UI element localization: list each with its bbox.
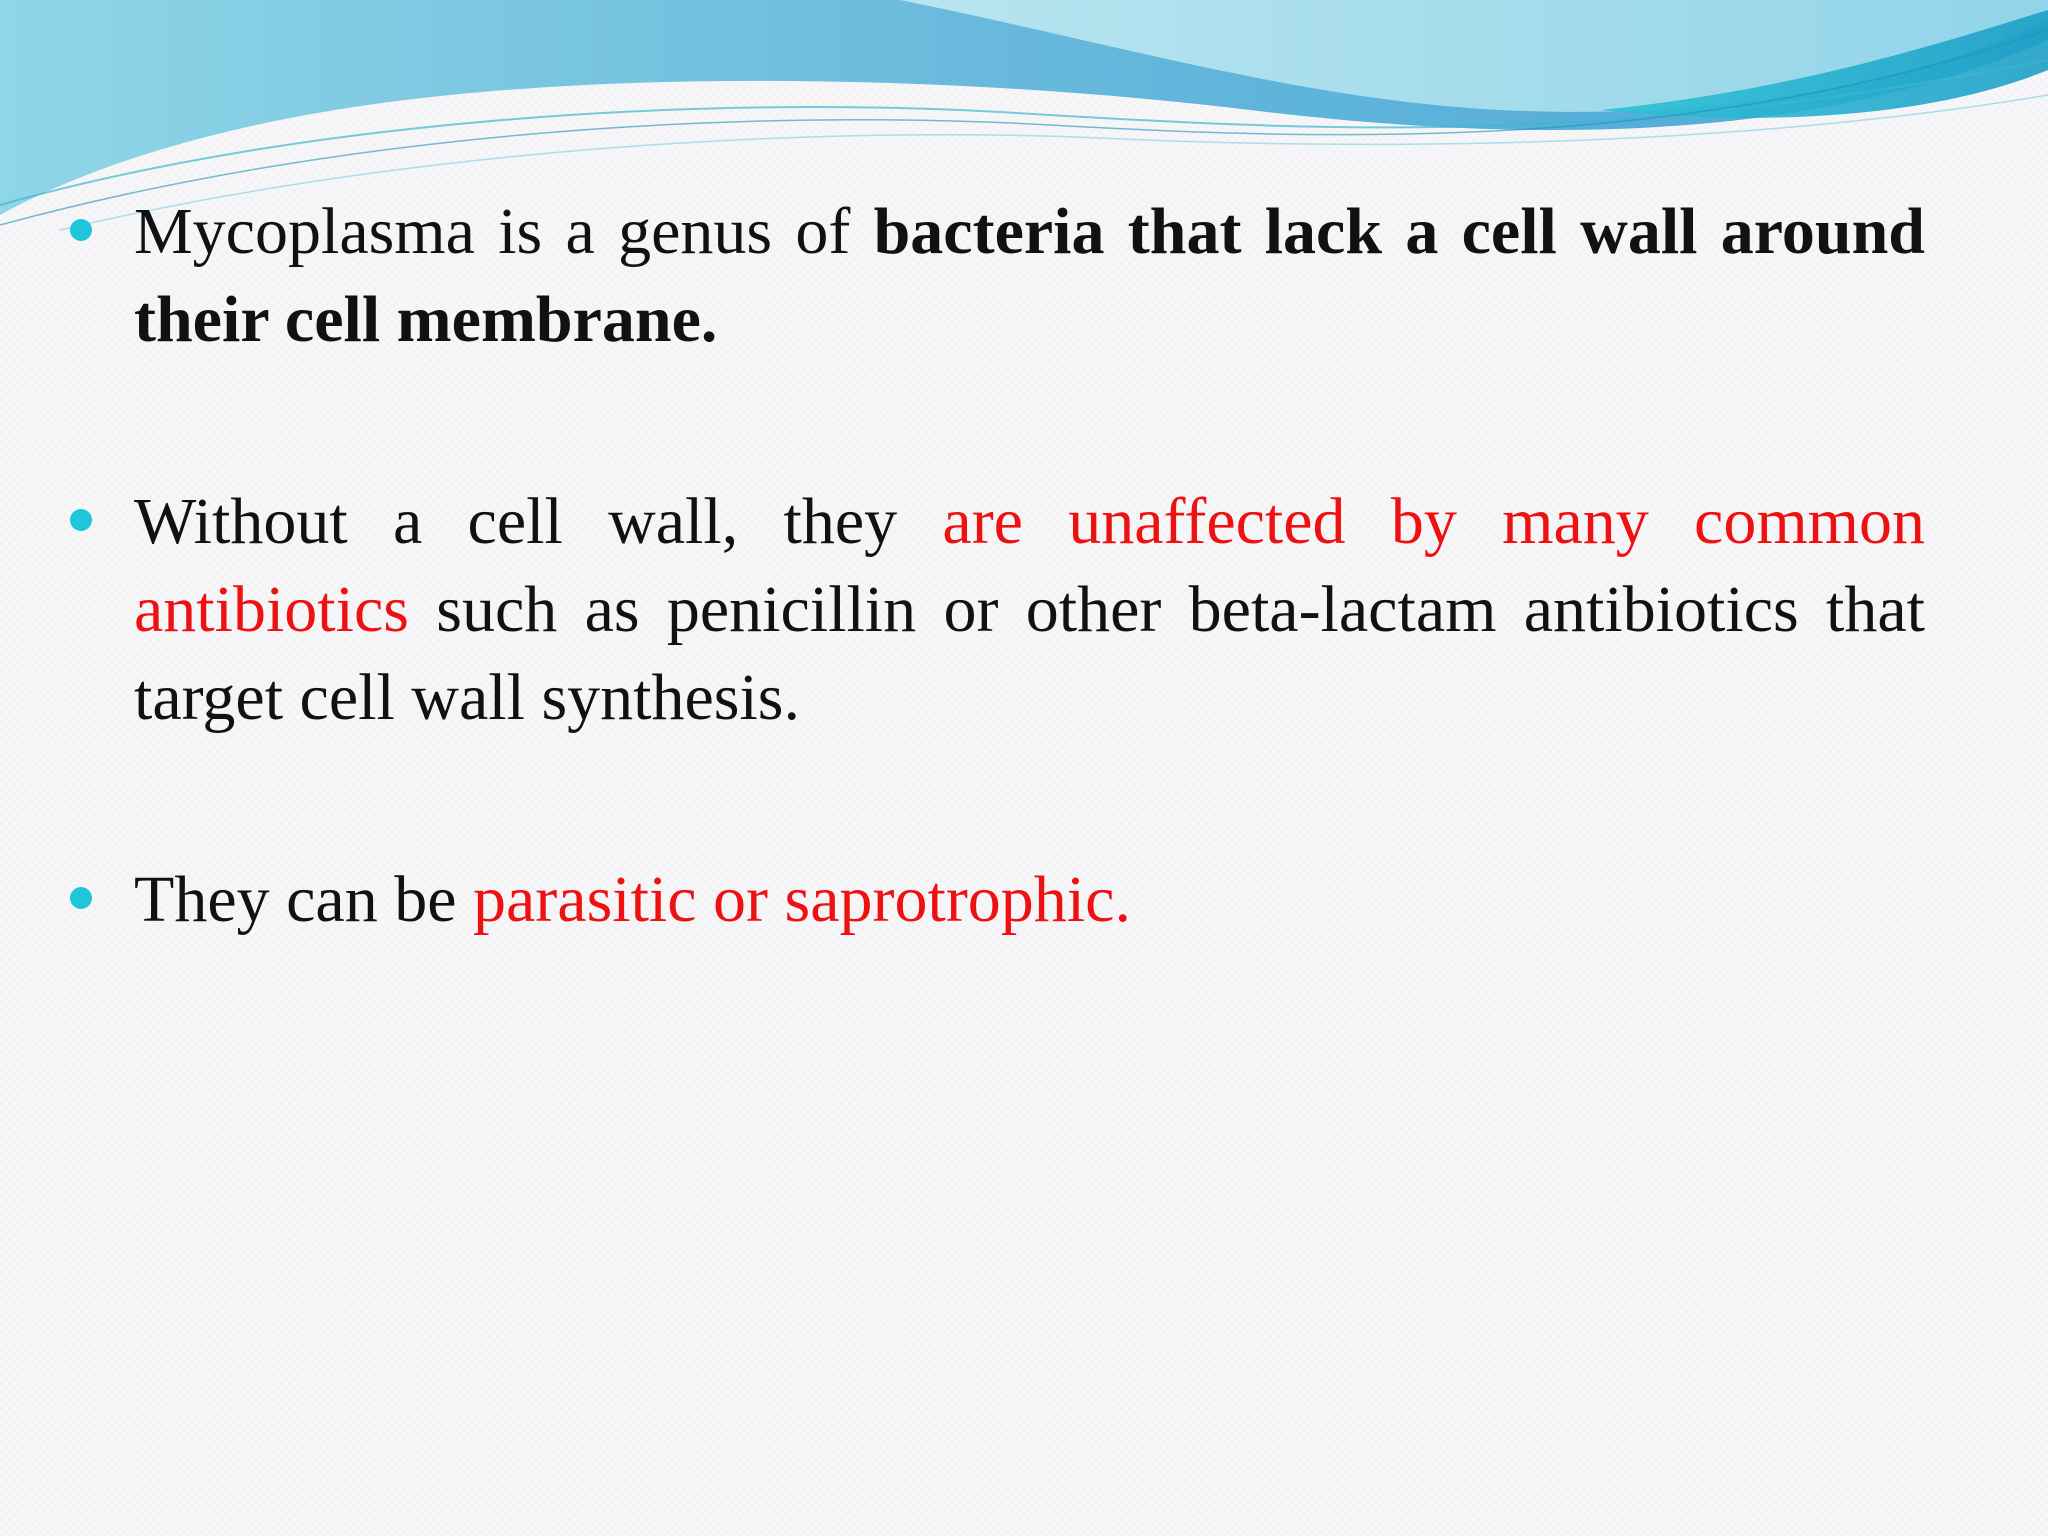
bullet-dot-icon xyxy=(70,219,92,241)
bullet-2-text-normal: Without a cell wall, they xyxy=(134,485,943,558)
bullet-item-3 xyxy=(70,856,1925,944)
bullet-dot-icon xyxy=(70,509,92,531)
bullet-2-text-highlight: are unaffected by many common antibiotics xyxy=(134,485,1925,646)
bullet-1-text-normal: Mycoplasma is a genus of xyxy=(134,195,874,268)
bullet-2-text-normal-end: such as penicillin or other beta-lactam antibiotics that target cell wall synthesis. xyxy=(134,573,1925,734)
bullet-1-text-bold: bacteria that lack a cell wall around their cell membrane. xyxy=(134,195,1925,356)
bullet-item-1 xyxy=(70,188,1925,364)
bullet-list xyxy=(70,188,1925,944)
bullet-dot-icon xyxy=(70,887,92,909)
bullet-3-text-highlight: parasitic or saprotrophic. xyxy=(473,863,1131,936)
bullet-3-text-normal: They can be xyxy=(134,863,473,936)
bullet-item-2 xyxy=(70,478,1925,742)
